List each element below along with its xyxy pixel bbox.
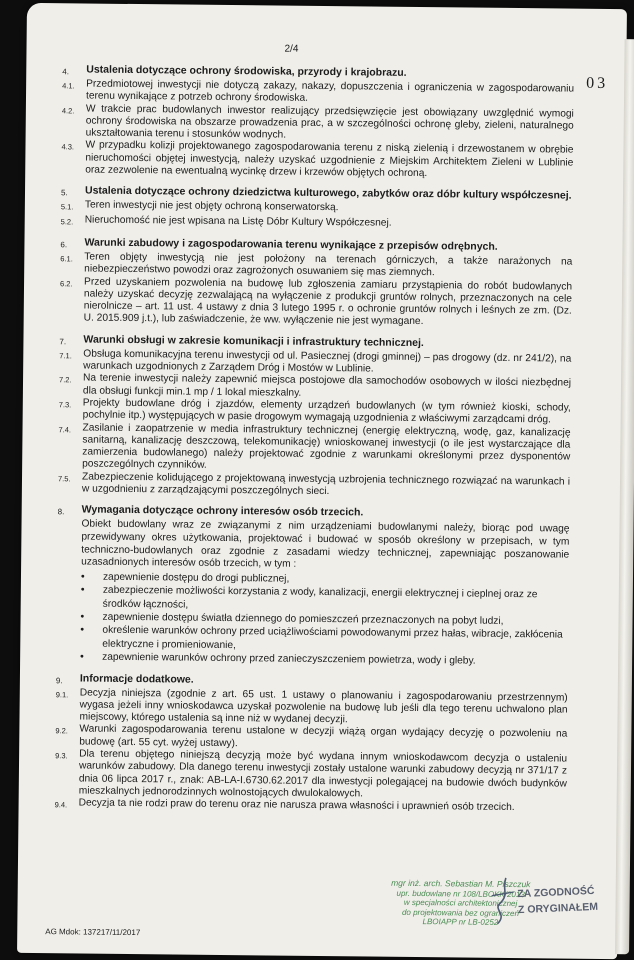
certification-line: ZA ZGODNOŚĆ [517,884,595,901]
document-page [17,3,627,959]
clause-number: 9.1. [55,689,69,699]
section-number: 4. [62,67,69,77]
bullet-text: zapewnienie warunków ochrony przed zanieczyszczeniem powietrza, wody i gleby. [102,651,476,667]
section-9 [55,672,568,817]
clause-text: Zasilanie i zaopatrzenie w media infrastruktury technicznej (energię elektryczną, wodę, gaz, kanalizację sanitarną, kanalizację deszczową, telekomunikację) wnioskowanej inwestycji (o ile jest wystarczające dla zamierzenia budowlanego) należy projektować zgodnie z warunkami określonymi przez dysponentów poszczególnych czynników. [82,422,571,472]
bullet-icon: • [80,624,85,636]
clause-text: Obsługa komunikacyjna terenu inwestycji od ul. Pasiecznej (drogi gminnej) – pas drogowy (dz. nr 241/2), na warunkach uzgodnionych z Zarządem Dróg i Mostów w Lublinie. [83,348,572,375]
section-intro: Obiekt budowlany wraz ze związanymi z nim urządzeniami budowlanymi należy, biorąc pod uwagę przewidywany okres użytkowania, projektować i budować w sposób określony w przepisach, w tym techniczno-budowlanych oraz zgodnie z zasadami wiedzy technicznej, zapewniając poszanowanie uzasadnionych interesów osób trzecich, w tym : [81,518,570,570]
clause-number: 7.4. [58,424,72,434]
clause-number: 5.1. [60,202,74,212]
section-number: 8. [57,507,65,517]
document-body [55,55,575,817]
clause [60,276,572,331]
certification-line: Z ORYGINAŁEM [517,900,599,917]
clause-text: Decyzja niniejsza (zgodnie z art. 65 ust. 1 ustawy o planowaniu i zagospodarowaniu przestrzennym) wygasa jeżeli inny wnioskodawca uzyskał pozwolenie na budowę lub jeśli dla tego terenu uchwalono plan miejscowy, którego ustalenia są inne niż w wydanej decyzji. [79,687,568,726]
section-6 [60,236,573,330]
clause-text: Decyzja ta nie rodzi praw do terenu oraz nie narusza prawa własności i uprawnień osób trzecich. [78,797,515,814]
stamp-line: w specjalności architektonicznej [403,898,518,909]
clause-text: W przypadku kolizji projektowanego zagospodarowania terenu z niską zielenią i drzewostanem w obrębie nieruchomości objętej inwestycją, należy uzyskać uzgodnienie z Miejskim Architektem Zieleni w Lublinie oraz zezwolenie na ewentualną wycinkę drzew i krzewów objętych ochroną. [85,139,574,180]
section-title: Warunki zabudowy i zagospodarowania terenu wynikające z przepisów odrębnych. [84,236,498,253]
clause-text: W trakcie prac budowlanych inwestor realizujący przedsięwzięcie jest obowiązany uwzględnić wymogi ochrony środowiska na obszarze prowadzenia prac, a w szczególności ochronę gleby, zieleni, naturalnego ukształtowania terenu i stosunków wodnych. [85,103,574,141]
section-number: 6. [60,240,68,250]
section-title: Wymagania dotyczące ochrony interesów osób trzecich. [81,503,364,519]
footer-code: AG Mdok: 137217/11/2017 [45,927,141,938]
clause-number: 9.4. [54,800,68,810]
clause [58,471,570,501]
clause-number: 4.3. [61,142,75,152]
section-title: Ustalenia dotyczące ochrony dziedzictwa kulturowego, zabytków oraz dóbr kultury współczesnej. [84,184,572,202]
document-code: 03 [586,74,609,92]
section-7 [58,333,572,501]
clause-text: Projekty budowlane dróg i zjazdów, elementy urządzeń budowlanych (w tym również kioski, schody, pochylnie itp.) występujących w pasie drogowym wymagają uzgodnienia z właściwymi zarządcami dróg. [82,397,571,426]
bullet-list [56,570,569,669]
bullet-icon: • [80,651,84,663]
bullet-icon: • [80,571,85,583]
clause-text: Teren inwestycji nie jest objęty ochroną konserwatorską. [84,199,339,214]
clause-number: 7.1. [59,350,72,361]
clause-number: 9.2. [55,726,68,736]
bullet-icon: • [80,611,85,623]
clause [61,140,573,182]
section-number: 9. [55,675,63,685]
clause-text: Nieruchomość nie jest wpisana na Listę Dóbr Kultury Współczesnej. [84,214,392,229]
clause-text: Przedmiotowej inwestycji nie dotyczą zakazy, nakazy, dopuszczenia i ograniczenia w zagospodarowaniu terenu wynikające z potrzeb ochrony środowiska. [85,78,575,105]
section-title: Warunki obsługi w zakresie komunikacji i infrastruktury technicznej. [83,333,424,349]
clause-number: 6.1. [60,254,73,264]
bullet-icon: • [80,584,85,596]
section-number: 5. [60,188,68,198]
clause [62,103,574,145]
clause-number: 4.2. [61,105,75,115]
clause-number: 7.5. [57,473,71,484]
clause [58,422,570,477]
bullet-text: zapewnienie dostępu do drogi publicznej, [102,571,290,585]
clause-text: Przed uzyskaniem pozwolenia na budowę lub zgłoszenia zamiaru przystąpienia do robót budowlanych należy uzyskać decyzję zezwalającą na wyłączenie z produkcji gruntów rolnych, przeznaczonych na cele nierolnicze – art. 11 ust. 4 ustawy z dnia 3 lutego 1995 r. o ochronie gruntów rolnych i leśnych ze zm. (Dz. U. 2015.909 j.t.), lub zaświadczenie, że ww. wyłączenie nie jest wymagane. [83,276,573,328]
clause-text: Na terenie inwestycji należy zapewnić miejsca postojowe dla samochodów osobowych w ilości niezbędnej dla obsługi funkcji min.1 mp / 1 lokal mieszkalny. [82,372,572,399]
stamp-line: upr. budowlane nr 108/LBOKK/2013 [396,888,525,899]
clause-number: 6.2. [60,278,73,288]
section-title: Ustalenia dotyczące ochrony środowiska, przyrody i krajobrazu. [86,63,407,79]
bullet-text: zabezpieczenie możliwości korzystania z wody, kanalizacji, energii elektrycznej i cieplnej oraz ze środków łączności, [102,584,538,611]
stamp-line: do projektowania bez ograniczeń [401,907,520,918]
section-4 [61,63,574,182]
stamp-line: LBOIAPP nr LB-0252 [422,917,499,928]
section-8 [56,504,570,670]
clause-number: 5.2. [60,216,74,227]
clause-number: 7.3. [58,400,72,410]
section-number: 7. [59,336,67,347]
clause [55,748,567,803]
clause [55,687,567,729]
section-title: Informacje dodatkowe. [79,672,194,686]
clause-text: Dla terenu objętego niniejszą decyzją może być wydana innym wnioskodawcom decyzja o ustaleniu warunków zabudowy. Dla danego terenu inwestycji zostały ustalone warunki zabudowy decyzją nr 371/17 z dnia 06 lipca 2017 r., znak: AB-LA-I.6730.62.2017 dla inwestycji polegającej na budowie dwóch budynków mieszkalnych jednorodzinnych wolnostojących dwulokalowych. [78,748,568,800]
stamp-line: mgr inż. arch. Sebastian M. Piszczuk [391,877,531,890]
clause-number: 4.1. [62,81,75,91]
clause-text: Teren objęty inwestycją nie jest położony na terenach górniczych, a także narażonych na niebezpieczeństwo powodzi oraz zagrożonych osuwaniem się mas ziemnych. [84,251,573,279]
bullet-text: określenie warunków ochrony przed uciążliwościami powodowanymi przez hałas, wibracje, zakłócenia elektryczne i promieniowanie, [102,625,563,651]
clause-text: Zabezpieczenie kolidującego z projektowaną inwestycją uzbrojenia technicznego rozwiązać na warunkach i w uzgodnieniu z zarządzającymi poszczególnych sieci. [81,471,571,498]
clause-number: 9.3. [55,751,68,761]
certification-stamp [517,883,598,918]
bullet-text: zapewnienie dostępu światła dziennego do pomieszczeń przeznaczonych na pobyt ludzi, [102,611,504,627]
clause-number: 7.2. [58,375,72,385]
clause-text: Warunki zagospodarowania terenu ustalone w decyzji wiążą organ wydający decyzję o pozwoleniu na budowę (art. 55 cyt. wyżej ustawy). [79,723,568,749]
page-number: 2/4 [284,43,299,55]
section-5 [61,185,573,234]
